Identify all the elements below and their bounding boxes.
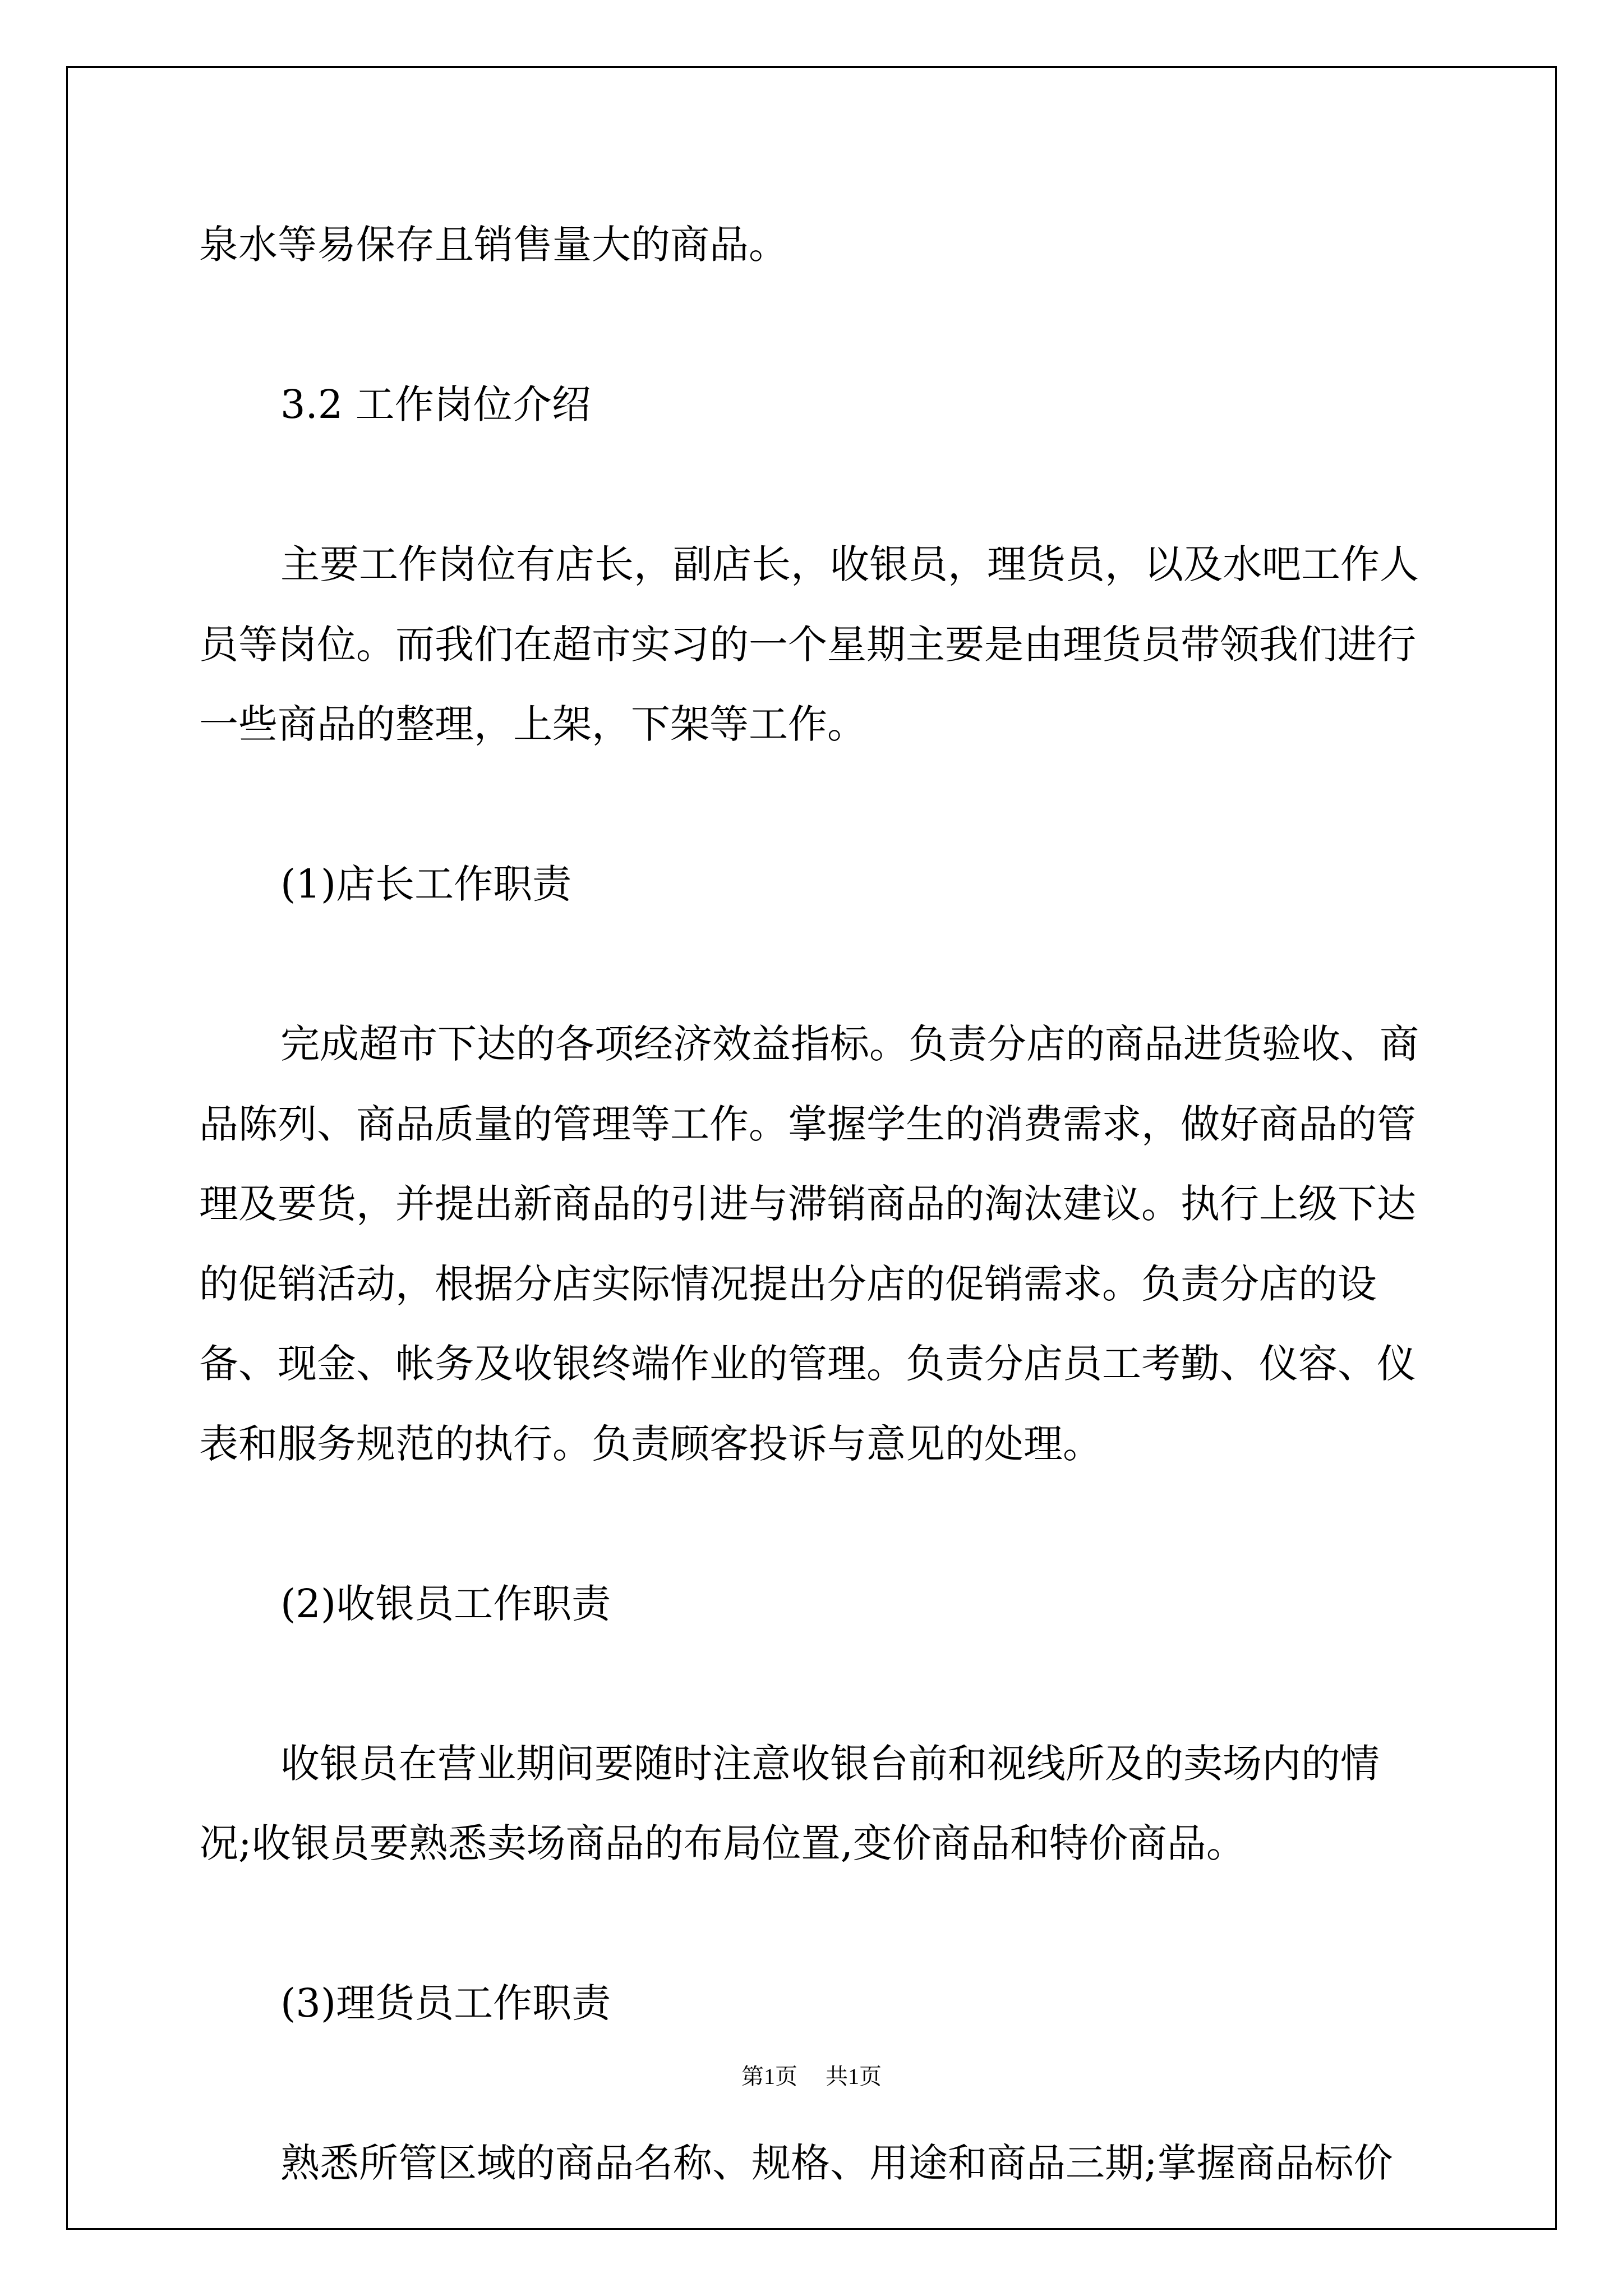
page-number: 第1页 <box>741 2064 797 2089</box>
paragraph-1: 泉水等易保存且销售量大的商品。 <box>199 222 788 268</box>
paragraph-stock-clerk: 熟悉所管区域的商品名称、规格、用途和商品三期;掌握商品标价 <box>280 2140 1393 2186</box>
page-total: 共1页 <box>826 2064 882 2089</box>
paragraph-store-manager: 完成超市下达的各项经济效益指标。负责分店的商品进货验收、商品陈列、商品质量的管理等工作。掌握学生的消费需求，做好商品的管理及要货，并提出新商品的引进与滞销商品的淘汰建议。执行上级下达的促销活动，根据分店实际情况提出分店的促销需求。负责分店的设备、现金、帐务及收银终端作业的管理。负责分店员工考勤、仪容、仪表和服务规范的执行。负责顾客投诉与意见的处理。 <box>199 1021 1419 1467</box>
heading-store-manager: (1)店长工作职责 <box>280 861 572 907</box>
paragraph-cashier: 收银员在营业期间要随时注意收银台前和视线所及的卖场内的情况;收银员要熟悉卖场商品的布局位置,变价商品和特价商品。 <box>199 1740 1380 1866</box>
heading-stock-clerk: (3)理货员工作职责 <box>280 1980 611 2026</box>
document-body <box>199 205 1427 2203</box>
section-heading-3-2: 3.2 工作岗位介绍 <box>280 381 591 427</box>
heading-cashier: (2)收银员工作职责 <box>280 1580 611 1627</box>
paragraph-positions: 主要工作岗位有店长，副店长，收银员，理货员，以及水吧工作人员等岗位。而我们在超市实习的一个星期主要是由理货员带领我们进行一些商品的整理，上架，下架等工作。 <box>199 541 1419 747</box>
page-footer <box>0 2060 1623 2093</box>
